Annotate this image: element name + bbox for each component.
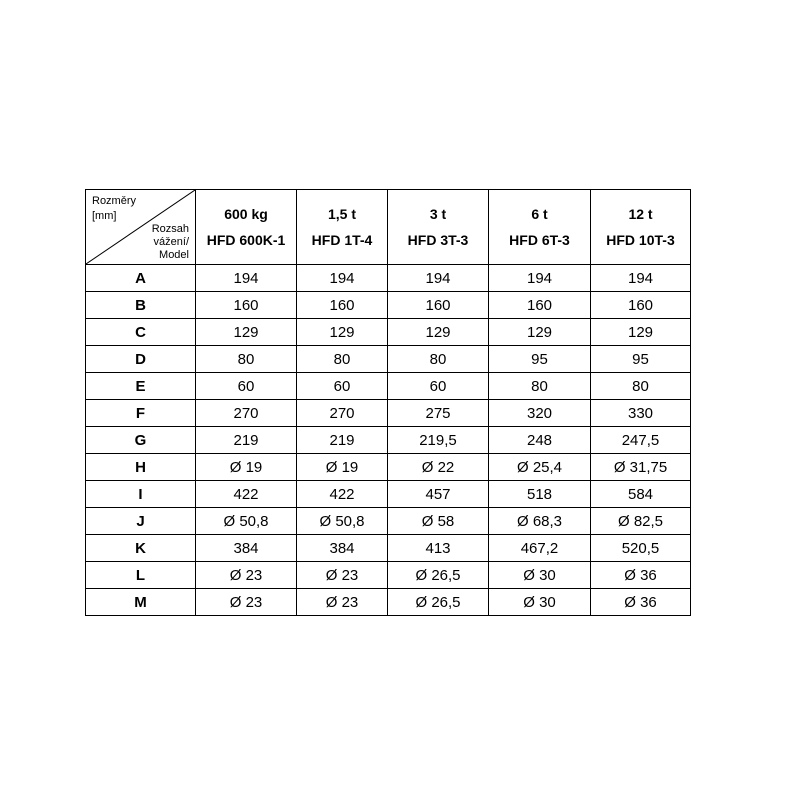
table-cell: 467,2 bbox=[489, 535, 591, 562]
table-cell: 384 bbox=[196, 535, 297, 562]
table-cell: Ø 50,8 bbox=[196, 508, 297, 535]
table-body bbox=[86, 265, 691, 616]
column-header bbox=[489, 190, 591, 265]
table-cell: 80 bbox=[297, 346, 388, 373]
corner-weighing-text: vážení/ bbox=[153, 236, 189, 248]
column-range: 600 kg bbox=[224, 206, 268, 222]
table-header-row bbox=[86, 190, 691, 265]
table-cell: 330 bbox=[591, 400, 691, 427]
column-range: 3 t bbox=[429, 206, 447, 222]
table-cell: 160 bbox=[489, 292, 591, 319]
table-cell: Ø 22 bbox=[388, 454, 489, 481]
table-cell: 160 bbox=[591, 292, 691, 319]
table-cell: Ø 68,3 bbox=[489, 508, 591, 535]
table-row bbox=[86, 562, 691, 589]
table-cell: Ø 19 bbox=[297, 454, 388, 481]
row-label: B bbox=[86, 292, 196, 319]
table-row bbox=[86, 535, 691, 562]
table-cell: Ø 23 bbox=[196, 589, 297, 616]
table-cell: 219 bbox=[297, 427, 388, 454]
table-cell: 270 bbox=[196, 400, 297, 427]
table-cell: Ø 50,8 bbox=[297, 508, 388, 535]
table-row bbox=[86, 589, 691, 616]
column-range: 12 t bbox=[628, 206, 653, 222]
corner-model-text: Model bbox=[159, 249, 189, 261]
table-cell: 129 bbox=[489, 319, 591, 346]
table-cell: 80 bbox=[388, 346, 489, 373]
row-label: F bbox=[86, 400, 196, 427]
table-cell: 194 bbox=[489, 265, 591, 292]
table-cell: 129 bbox=[297, 319, 388, 346]
table-cell: 320 bbox=[489, 400, 591, 427]
table-row bbox=[86, 481, 691, 508]
table-cell: Ø 31,75 bbox=[591, 454, 691, 481]
row-label: K bbox=[86, 535, 196, 562]
table-cell: Ø 26,5 bbox=[388, 589, 489, 616]
table-cell: Ø 36 bbox=[591, 562, 691, 589]
table-row bbox=[86, 265, 691, 292]
table-cell: 194 bbox=[196, 265, 297, 292]
table-cell: Ø 30 bbox=[489, 589, 591, 616]
table-cell: 248 bbox=[489, 427, 591, 454]
row-label: C bbox=[86, 319, 196, 346]
table-cell: 413 bbox=[388, 535, 489, 562]
row-label: E bbox=[86, 373, 196, 400]
column-range: 1,5 t bbox=[327, 206, 356, 222]
table-row bbox=[86, 373, 691, 400]
table-cell: 160 bbox=[297, 292, 388, 319]
column-header bbox=[388, 190, 489, 265]
table-cell: Ø 58 bbox=[388, 508, 489, 535]
table-cell: Ø 82,5 bbox=[591, 508, 691, 535]
table-row bbox=[86, 508, 691, 535]
table-row bbox=[86, 292, 691, 319]
table-cell: 584 bbox=[591, 481, 691, 508]
table-cell: 247,5 bbox=[591, 427, 691, 454]
table-cell: 60 bbox=[196, 373, 297, 400]
table-cell: Ø 36 bbox=[591, 589, 691, 616]
table-cell: Ø 23 bbox=[297, 562, 388, 589]
table-cell: 518 bbox=[489, 481, 591, 508]
table-cell: Ø 23 bbox=[297, 589, 388, 616]
table-cell: 219 bbox=[196, 427, 297, 454]
table-cell: 270 bbox=[297, 400, 388, 427]
table-cell: Ø 23 bbox=[196, 562, 297, 589]
table-cell: 384 bbox=[297, 535, 388, 562]
table-cell: 457 bbox=[388, 481, 489, 508]
table-row bbox=[86, 400, 691, 427]
table-cell: 95 bbox=[489, 346, 591, 373]
table-cell: 160 bbox=[388, 292, 489, 319]
corner-header-cell bbox=[86, 190, 196, 265]
table-cell: 520,5 bbox=[591, 535, 691, 562]
corner-unit-text: [mm] bbox=[92, 210, 117, 222]
row-label: G bbox=[86, 427, 196, 454]
corner-dimensions-label bbox=[92, 194, 136, 224]
dimensions-table bbox=[85, 189, 691, 616]
column-model: HFD 600K-1 bbox=[206, 232, 286, 248]
table-cell: 95 bbox=[591, 346, 691, 373]
row-label: J bbox=[86, 508, 196, 535]
table-cell: 80 bbox=[196, 346, 297, 373]
corner-dimensions-text: Rozměry bbox=[92, 195, 137, 207]
column-header bbox=[297, 190, 388, 265]
table-cell: Ø 26,5 bbox=[388, 562, 489, 589]
column-range: 6 t bbox=[531, 206, 548, 222]
column-model: HFD 10T-3 bbox=[606, 232, 675, 248]
row-label: D bbox=[86, 346, 196, 373]
table-cell: 60 bbox=[388, 373, 489, 400]
table-cell: Ø 19 bbox=[196, 454, 297, 481]
table-cell: 194 bbox=[591, 265, 691, 292]
corner-model-label bbox=[152, 223, 189, 262]
row-label: H bbox=[86, 454, 196, 481]
table-row bbox=[86, 427, 691, 454]
table-row bbox=[86, 319, 691, 346]
table-row bbox=[86, 346, 691, 373]
column-model: HFD 3T-3 bbox=[407, 232, 469, 248]
table-row bbox=[86, 454, 691, 481]
column-header bbox=[591, 190, 691, 265]
table-cell: 275 bbox=[388, 400, 489, 427]
table-cell: 129 bbox=[388, 319, 489, 346]
column-model: HFD 1T-4 bbox=[311, 232, 373, 248]
table-cell: 194 bbox=[388, 265, 489, 292]
table-cell: 422 bbox=[297, 481, 388, 508]
row-label: A bbox=[86, 265, 196, 292]
table-cell: 129 bbox=[196, 319, 297, 346]
table-cell: 160 bbox=[196, 292, 297, 319]
table-cell: 219,5 bbox=[388, 427, 489, 454]
row-label: L bbox=[86, 562, 196, 589]
table-cell: 194 bbox=[297, 265, 388, 292]
column-model: HFD 6T-3 bbox=[509, 232, 570, 248]
table-cell: 422 bbox=[196, 481, 297, 508]
table-cell: Ø 25,4 bbox=[489, 454, 591, 481]
corner-range-text: Rozsah bbox=[151, 223, 189, 235]
column-header bbox=[196, 190, 297, 265]
table-cell: Ø 30 bbox=[489, 562, 591, 589]
table-cell: 60 bbox=[297, 373, 388, 400]
row-label: M bbox=[86, 589, 196, 616]
table-cell: 80 bbox=[489, 373, 591, 400]
table-cell: 129 bbox=[591, 319, 691, 346]
row-label: I bbox=[86, 481, 196, 508]
table-cell: 80 bbox=[591, 373, 691, 400]
